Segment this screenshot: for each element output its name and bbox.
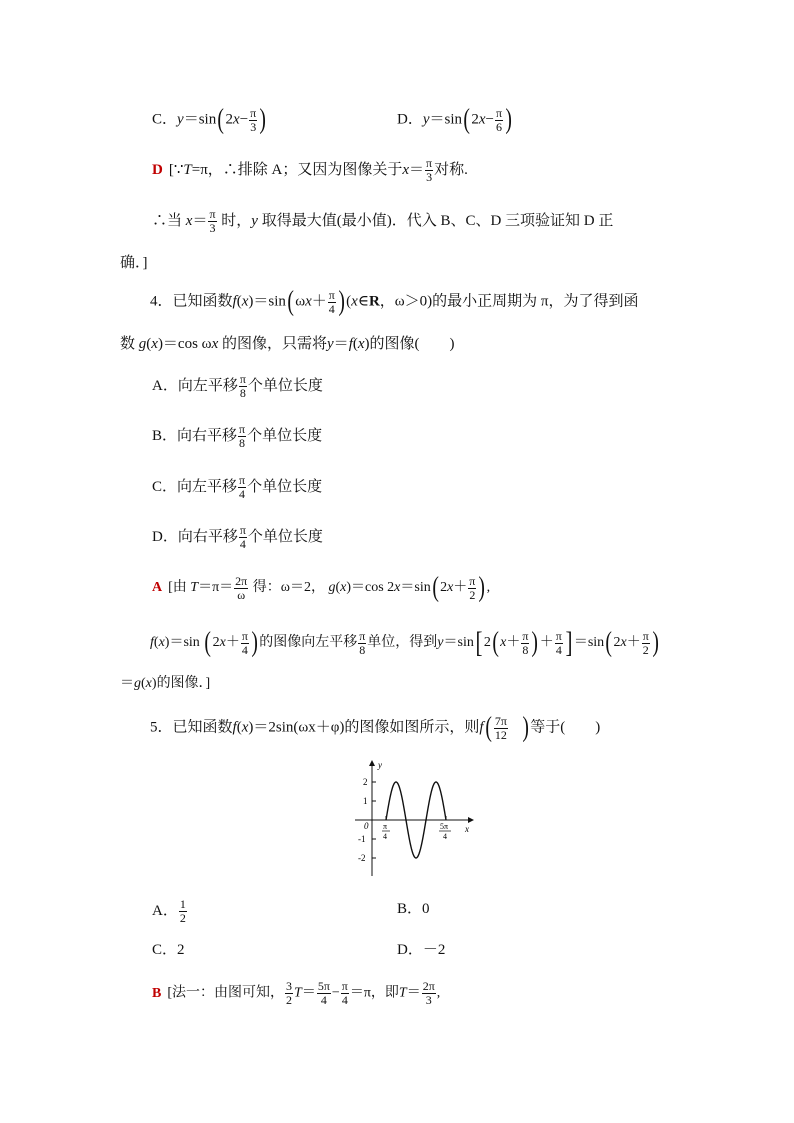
q4-stem-line-2: 数 g(x)＝cos ωx 的图像，只需将y＝f(x)的图像( ): [120, 336, 455, 352]
q4-stem-line-1: 4．已知函数f(x)＝sin(ωx＋ $\frac{\pi}{4}$ )(x∈R，ω＞0)的最小正周期为 π，为了得到函: [150, 286, 639, 317]
q5-option-c: C．2: [152, 942, 185, 958]
q3-solution-line-1: D [∵T=π，∴排除 A；又因为图像关于x＝ $\frac{\pi}{3}$ 对称.: [152, 156, 468, 184]
q3-option-c: C．y＝sin(2x− $\frac{\pi}{3}$ ): [152, 104, 267, 135]
x-tick-label-5pi4-num: 5π: [440, 822, 449, 831]
q5-answer-letter: B: [152, 985, 162, 1001]
q4-option-c: C．向左平移 $\frac{\pi}{4}$ 个单位长度: [152, 473, 323, 501]
x-tick-label-5pi4-den: 4: [443, 832, 447, 841]
q3-solution-line-3: 确．]: [120, 255, 148, 271]
y-axis-arrow: [369, 760, 375, 766]
x-tick-label-pi4-num: π: [383, 822, 388, 831]
q5-solution-line-1: B [法一：由图可知， $\frac{3}{2}$ T＝ $\frac{5\pi}{4}$ − $\frac{\pi}{4}$ ＝π，即T＝ $\frac{2\pi}{3}$ ,: [152, 979, 441, 1007]
sine-graph: [350, 758, 480, 883]
q4-option-a: A．向左平移 $\frac{\pi}{8}$ 个单位长度: [152, 372, 323, 400]
x-axis-label: x: [465, 824, 469, 834]
origin-label: 0: [364, 821, 369, 831]
q3-option-d: D．y＝sin(2x− $\frac{\pi}{6}$ ): [397, 104, 512, 135]
q4-option-d: D．向右平移 $\frac{\pi}{4}$ 个单位长度: [152, 523, 323, 551]
q5-option-d: D．－2: [397, 942, 446, 958]
y-tick-label-1: 1: [363, 796, 368, 806]
q4-solution-line-1: A [由 T＝π＝ $\frac{2\pi}{\omega}$ 得：ω＝2， g(x)＝cos 2x＝sin(2x＋ $\frac{\pi}{2}$ ),: [152, 572, 491, 603]
q5-stem: 5．已知函数f(x)＝2sin(ωx＋φ)的图像如图所示，则f( $\frac{7\pi}{12}$ )等于( ): [150, 712, 601, 743]
q4-answer-letter: A: [152, 580, 163, 596]
x-axis-arrow: [468, 817, 474, 823]
q5-option-a: A． $\frac{1}{2}$: [152, 897, 186, 925]
y-axis-label: y: [378, 760, 382, 770]
q4-solution-line-2: f(x)＝sin (2x＋ $\frac{\pi}{4}$ )的图像向左平移 $\frac{\pi}{8}$ 单位，得到y＝sin[ 2(x＋ $\frac{\pi}{8}$ )＋ $\frac{\pi}{4}$ ] ＝sin(2x＋ $\frac{\pi}{2}$ ): [150, 626, 659, 659]
y-tick-label-2: 2: [363, 777, 368, 787]
x-tick-label-pi4-den: 4: [383, 832, 387, 841]
q4-solution-line-3: ＝g(x)的图像．]: [120, 676, 211, 691]
q5-option-b: B．0: [397, 901, 430, 917]
q3-solution-line-2: ∴当 x＝ $\frac{\pi}{3}$ 时，y 取得最大值(最小值)．代入 B、C、D 三项验证知 D 正: [152, 207, 614, 235]
y-tick-label-neg1: -1: [358, 834, 366, 844]
q3-answer-letter: D: [152, 161, 163, 178]
y-tick-label-neg2: -2: [358, 853, 366, 863]
q4-option-b: B．向右平移 $\frac{\pi}{8}$ 个单位长度: [152, 422, 323, 450]
